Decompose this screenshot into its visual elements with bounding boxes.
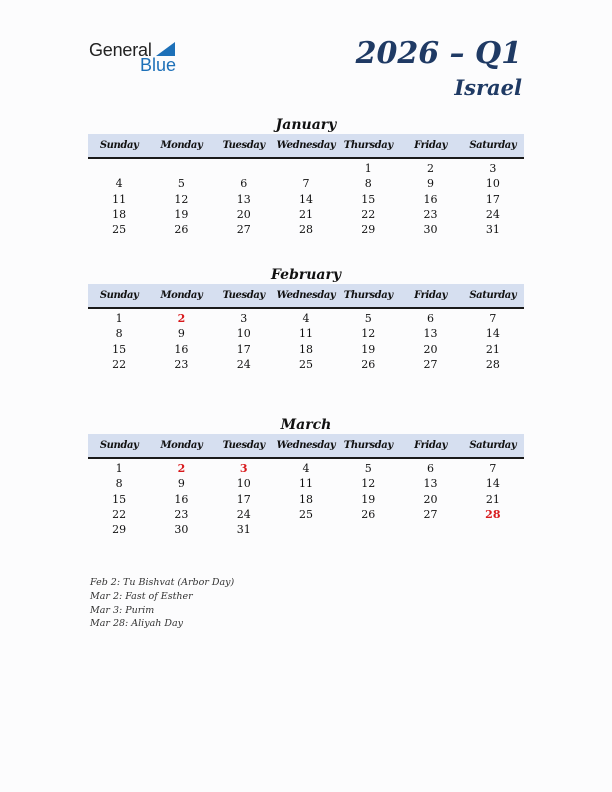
week-row [88,176,524,191]
weekday-label: Monday [160,290,203,301]
day-cell: 4 [302,462,310,475]
weekday-label: Tuesday [222,140,265,151]
day-cell: 6 [427,312,435,325]
weekday-label: Thursday [343,140,393,151]
day-cell: 10 [485,177,500,191]
day-cell [213,161,275,176]
day-cell: 28 [485,507,501,521]
weekday-header-row [88,434,524,459]
day-cell: 25 [112,223,127,237]
day-cell: 23 [174,357,189,371]
month-name: March [280,417,332,433]
page-title: 2026 – Q1 [355,36,522,71]
week-row [88,461,524,476]
logo-word-blue: Blue [140,55,177,75]
day-cell: 28 [485,357,500,371]
day-cell [399,522,461,537]
day-cell: 1 [364,162,372,175]
day-cell: 21 [485,342,500,356]
day-cell: 1 [115,462,123,475]
day-cell: 3 [489,162,497,175]
holiday-notes [90,576,234,631]
day-cell: 12 [361,477,376,491]
day-cell: 2 [177,312,186,325]
day-cell: 29 [112,523,127,537]
day-cell: 26 [361,357,376,371]
day-cell: 21 [485,492,500,506]
day-cell: 15 [112,492,127,506]
day-cell: 5 [364,312,372,325]
day-cell: 20 [423,342,438,356]
day-cell: 8 [115,477,123,491]
week-row [88,326,524,341]
weekday-label: Wednesday [276,440,336,451]
holiday-note: Mar 28: Aliyah Day [90,618,184,630]
day-cell: 8 [364,177,372,191]
day-cell: 4 [115,177,123,191]
day-cell: 19 [361,342,376,356]
day-cell: 18 [298,342,313,356]
day-cell: 16 [423,192,438,206]
month-february [88,266,524,372]
day-cell: 3 [240,312,248,325]
day-cell: 16 [174,342,189,356]
day-cell: 12 [361,327,376,341]
day-cell: 7 [489,312,497,325]
day-cell: 24 [236,507,251,521]
weekday-label: Saturday [469,290,517,301]
weekday-label: Thursday [343,290,393,301]
day-cell: 27 [236,223,251,237]
day-cell: 14 [298,192,313,206]
day-cell: 27 [423,357,438,371]
day-cell: 12 [174,192,189,206]
day-cell: 4 [302,312,310,325]
day-cell: 6 [240,177,248,191]
day-cell: 9 [427,177,435,191]
week-row [88,357,524,372]
day-cell: 10 [236,327,251,341]
day-cell: 19 [174,207,189,221]
generalblue-logo [89,40,189,76]
day-cell: 9 [177,327,185,341]
logo-word-general: General [89,40,152,60]
week-row [88,222,524,237]
country-subtitle: Israel [454,75,522,100]
weekday-label: Friday [414,290,447,301]
week-row [88,492,524,507]
weekday-label: Saturday [469,140,517,151]
day-cell: 28 [298,223,313,237]
weekday-label: Monday [160,140,203,151]
day-cell [462,522,524,537]
day-cell: 20 [423,492,438,506]
week-row [88,507,524,522]
day-cell: 15 [361,192,376,206]
holiday-note: Feb 2: Tu Bishvat (Arbor Day) [90,577,235,588]
day-cell: 16 [174,492,189,506]
week-row [88,476,524,491]
day-cell: 5 [177,177,185,191]
month-name: February [270,267,341,283]
holiday-note: Mar 2: Fast of Esther [90,590,193,602]
weekday-label: Wednesday [276,140,336,151]
day-cell: 17 [236,342,251,356]
day-cell: 22 [112,507,127,521]
month-name: January [275,117,337,133]
day-cell: 10 [236,477,251,491]
day-cell: 24 [236,357,251,371]
day-cell: 23 [174,507,189,521]
day-cell [88,161,150,176]
day-cell: 2 [177,462,186,475]
weekday-label: Monday [160,440,203,451]
weekday-label: Sunday [99,140,139,151]
day-cell: 30 [174,523,189,537]
week-row [88,522,524,537]
day-cell: 25 [298,357,313,371]
day-cell: 7 [489,462,497,475]
day-cell: 13 [236,192,251,206]
weekday-label: Wednesday [276,290,336,301]
weekday-label: Thursday [343,440,393,451]
day-cell: 24 [485,207,500,221]
holiday-note: Mar 3: Purim [90,604,155,616]
weekday-label: Sunday [99,290,139,301]
weekday-header-row [88,134,524,159]
day-cell: 18 [298,492,313,506]
month-march [88,416,524,537]
day-cell [275,522,337,537]
day-cell: 30 [423,223,438,237]
week-row [88,192,524,207]
day-cell: 27 [423,507,438,521]
day-cell: 19 [361,492,376,506]
day-cell: 17 [236,492,251,506]
weekday-header-row [88,284,524,309]
day-cell: 13 [423,477,438,491]
week-row [88,311,524,326]
day-cell: 31 [236,523,251,537]
day-cell: 15 [112,342,127,356]
day-cell: 22 [361,207,376,221]
day-cell [275,161,337,176]
day-cell [150,161,212,176]
weekday-label: Saturday [469,440,517,451]
day-cell: 2 [427,162,435,175]
day-cell: 14 [485,327,500,341]
day-cell: 21 [298,207,313,221]
day-cell: 6 [427,462,435,475]
weekday-label: Tuesday [222,440,265,451]
day-cell: 31 [485,223,500,237]
day-cell: 17 [485,192,500,206]
day-cell: 20 [236,207,251,221]
day-cell [337,522,399,537]
day-cell: 9 [177,477,185,491]
day-cell: 11 [298,327,313,341]
day-cell: 13 [423,327,438,341]
month-january [88,116,524,237]
weekday-label: Tuesday [222,290,265,301]
day-cell: 18 [112,207,127,221]
week-row [88,207,524,222]
day-cell: 26 [361,507,376,521]
weekday-label: Sunday [99,440,139,451]
day-cell: 3 [239,462,248,475]
day-cell: 7 [302,177,310,191]
day-cell: 11 [298,477,313,491]
day-cell: 14 [485,477,500,491]
day-cell: 8 [115,327,123,341]
week-row [88,161,524,176]
day-cell: 1 [115,312,123,325]
day-cell: 5 [364,462,372,475]
day-cell: 29 [361,223,376,237]
weekday-label: Friday [414,140,447,151]
weekday-label: Friday [414,440,447,451]
day-cell: 22 [112,357,127,371]
week-row [88,342,524,357]
day-cell: 26 [174,223,189,237]
logo-triangle-icon [156,42,175,56]
day-cell: 25 [298,507,313,521]
day-cell: 23 [423,207,438,221]
day-cell: 11 [112,192,127,206]
